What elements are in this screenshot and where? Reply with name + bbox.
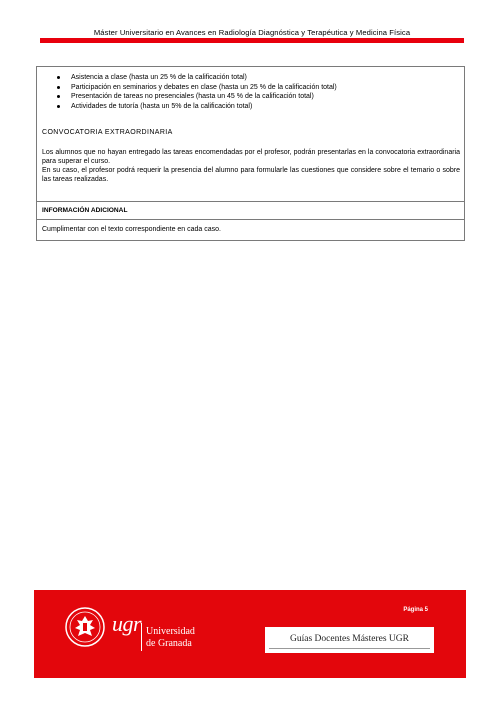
guide-label-box (264, 626, 435, 654)
list-item (57, 73, 337, 83)
university-name (146, 626, 195, 650)
list-item (57, 83, 337, 93)
guide-label: Guías Docentes Másteres UGR (290, 634, 409, 644)
criterion-text: Participación en seminarios y debates en clase (hasta un 25 % de la calificación total) (71, 83, 337, 91)
additional-info-box (36, 201, 465, 241)
evaluation-box (36, 66, 465, 202)
guide-underline (269, 648, 430, 649)
extraordinary-paragraph-2: En su caso, el profesor podrá requerir la presencia del alumno para formularle las cuestiones que considere sobre el temario o sobre las tareas realizadas. (42, 167, 460, 183)
list-item (57, 102, 337, 112)
university-name-line2: de Granada (146, 638, 192, 649)
extraordinary-heading: CONVOCATORIA EXTRAORDINARIA (42, 129, 173, 136)
criterion-text: Presentación de tareas no presenciales (hasta un 45 % de la calificación total) (71, 93, 314, 100)
additional-info-heading: INFORMACIÓN ADICIONAL (37, 202, 464, 220)
bullet-icon (57, 95, 60, 98)
additional-info-text: Cumplimentar con el texto correspondiente en cada caso. (42, 226, 221, 233)
logo-divider (141, 623, 142, 651)
criterion-text: Actividades de tutoría (hasta un 5% de la calificación total) (71, 102, 253, 110)
bullet-icon (57, 76, 60, 79)
evaluation-criteria-list (57, 73, 337, 111)
ugr-logo-text: ugr (112, 611, 142, 636)
university-name-line1: Universidad (146, 626, 195, 637)
extraordinary-paragraph-1: Los alumnos que no hayan entregado las tareas encomendadas por el profesor, podrán presentarlas en la convocatoria extraordinaria para superar el curso. (42, 149, 460, 165)
bullet-icon (57, 86, 60, 89)
page-header-title: Máster Universitario en Avances en Radiología Diagnóstica y Terapéutica y Medicina Física (93, 28, 411, 37)
page-footer (34, 590, 466, 678)
university-crest-icon (64, 606, 106, 648)
bullet-icon (57, 105, 60, 108)
list-item (57, 92, 337, 102)
header-red-rule (40, 38, 464, 43)
page-number: Página 5 (403, 607, 428, 613)
criterion-text: Asistencia a clase (hasta un 25 % de la calificación total) (71, 74, 247, 81)
